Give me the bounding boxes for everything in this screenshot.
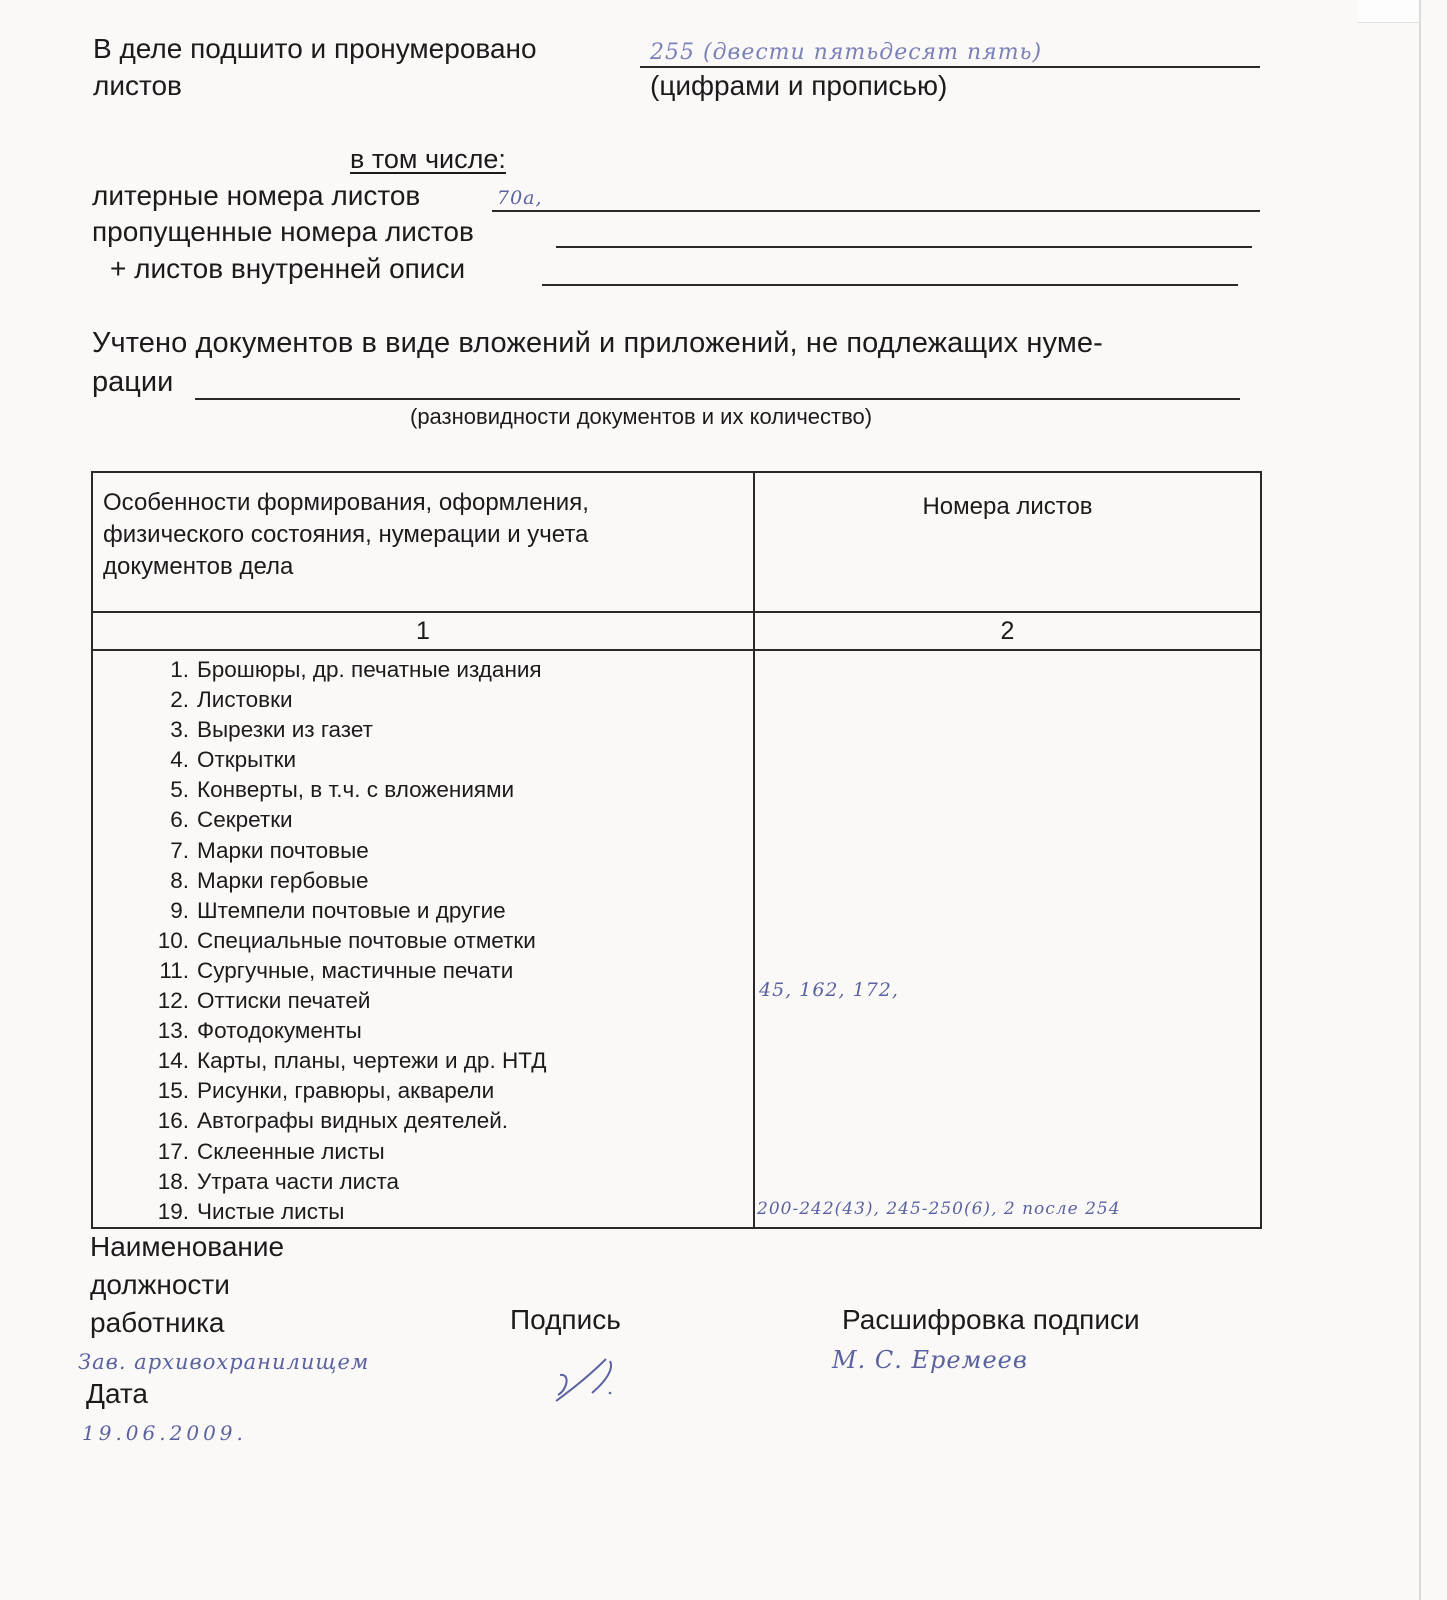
attachments-text-line2: рации xyxy=(92,366,174,398)
page-corner xyxy=(1358,0,1421,23)
list-item: 17. Склеенные листы xyxy=(157,1138,385,1164)
list-item: 3. Вырезки из газет xyxy=(170,717,373,743)
list-item: 14. Карты, планы, чертежи и др. НТД xyxy=(157,1048,547,1074)
items-list xyxy=(92,650,754,1228)
position-label-line: должности xyxy=(90,1269,230,1300)
signature-decode-label: Расшифровка подписи xyxy=(842,1304,1140,1335)
list-item: 1. Брошюры, др. печатные издания xyxy=(170,657,542,682)
literal-sheets-value[interactable]: 70а, xyxy=(497,187,543,209)
position-label-line: Наименование xyxy=(90,1231,285,1262)
list-item: 19. Чистые листы xyxy=(157,1198,345,1224)
list-item: 13. Фотодокументы xyxy=(157,1018,362,1044)
list-item: 15. Рисунки, гравюры, акварели xyxy=(157,1078,495,1104)
list-item: 11. Сургучные, мастичные печати xyxy=(159,957,514,983)
blank-sheets-sheets[interactable]: 200-242(43), 245-250(6), 2 после 254 xyxy=(757,1199,1121,1219)
seal-impressions-sheets[interactable]: 45, 162, 172, xyxy=(759,979,899,1001)
literal-sheets-label: литерные номера листов xyxy=(92,180,421,211)
sheet-numbers-cell[interactable] xyxy=(754,650,1261,1228)
literal-sheets-line xyxy=(492,210,1260,212)
signature-decode-value[interactable]: М. С. Еремеев xyxy=(832,1346,1028,1374)
list-item: 9. Штемпели почтовые и другие xyxy=(170,897,506,923)
skipped-sheets-label: пропущенные номера листов xyxy=(92,216,474,247)
signature-label: Подпись xyxy=(510,1304,621,1335)
attachments-hint: (разновидности документов и их количество) xyxy=(410,404,873,429)
date-value[interactable]: 19.06.2009. xyxy=(82,1421,247,1445)
sheets-label: листов xyxy=(93,70,182,101)
list-item: 18. Утрата части листа xyxy=(157,1168,400,1194)
table-number-row xyxy=(92,612,1261,650)
col1-header-line: физического состояния, нумерации и учета xyxy=(103,521,589,548)
position-label-line: работника xyxy=(90,1307,225,1338)
table-header-row xyxy=(92,472,1261,612)
attachments-line xyxy=(195,398,1240,400)
page-edge xyxy=(1419,0,1421,1600)
date-label: Дата xyxy=(86,1378,149,1409)
col1-header-line: документов дела xyxy=(103,553,294,580)
col1-header xyxy=(92,472,754,612)
col1-header-line: Особенности формирования, оформления, xyxy=(103,489,589,516)
sheets-count-label: В деле подшито и пронумеровано xyxy=(93,33,537,64)
position-value[interactable]: Зав. архивохранилищем xyxy=(78,1350,370,1374)
list-item: 12. Оттиски печатей xyxy=(157,988,371,1014)
list-item: 6. Секретки xyxy=(170,807,293,833)
inner-inventory-line xyxy=(542,284,1238,286)
features-table xyxy=(91,471,1262,1229)
signature-mark-icon xyxy=(548,1355,628,1405)
list-item: 10. Специальные почтовые отметки xyxy=(157,927,536,953)
including-title: в том числе: xyxy=(350,144,506,174)
sheets-count-value[interactable]: 255 (двести пятьдесят пять) xyxy=(650,40,1043,65)
position-label xyxy=(90,1228,284,1342)
sheets-count-hint: (цифрами и прописью) xyxy=(650,70,948,101)
attachments-text-line1: Учтено документов в виде вложений и приложений, не подлежащих нуме- xyxy=(92,327,1103,359)
col2-header: Номера листов xyxy=(754,472,1261,612)
list-item: 8. Марки гербовые xyxy=(170,867,369,893)
skipped-sheets-line xyxy=(556,246,1252,248)
list-item: 2. Листовки xyxy=(170,687,293,713)
sheets-count-line xyxy=(640,66,1260,68)
list-item: 7. Марки почтовые xyxy=(170,837,369,863)
table-body-row xyxy=(92,650,1261,1228)
list-item: 5. Конверты, в т.ч. с вложениями xyxy=(170,777,515,803)
list-item: 4. Открытки xyxy=(170,747,297,773)
list-item: 16. Автографы видных деятелей. xyxy=(157,1108,509,1134)
col1-number: 1 xyxy=(92,612,754,650)
col2-number: 2 xyxy=(754,612,1261,650)
inner-inventory-label: + листов внутренней описи xyxy=(110,253,466,284)
